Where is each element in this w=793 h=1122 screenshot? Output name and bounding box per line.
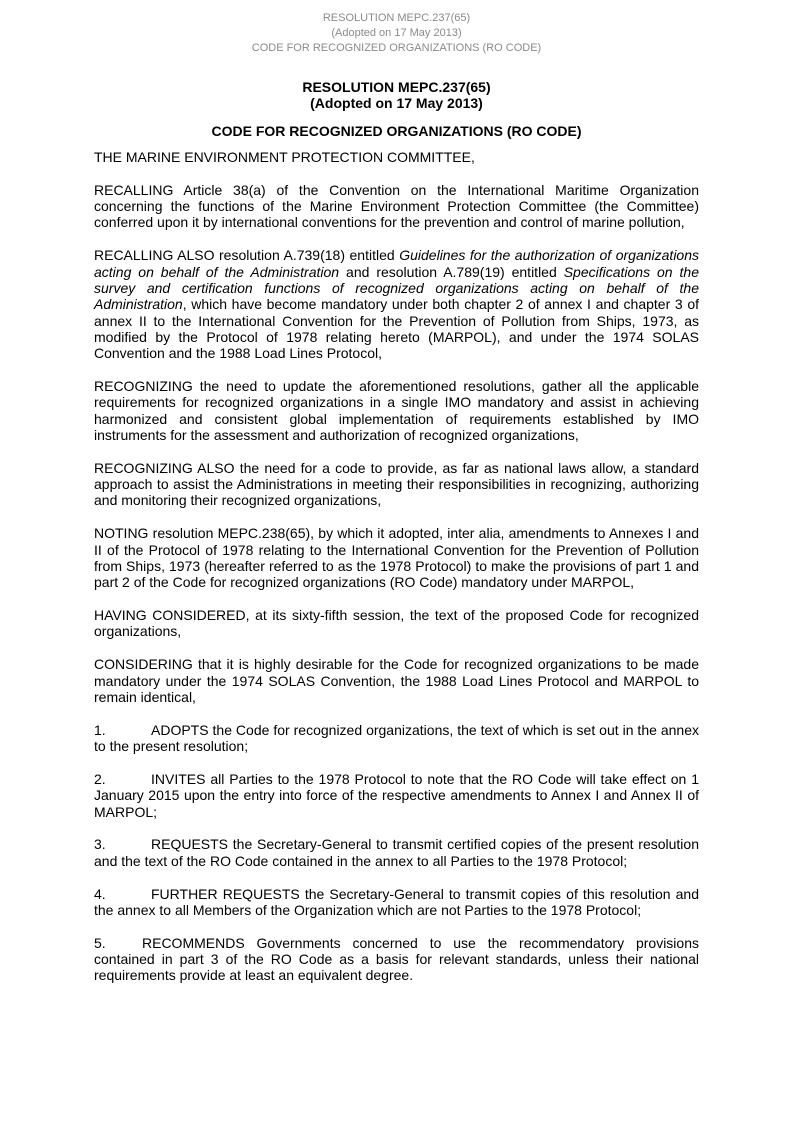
paragraph-number: 1. xyxy=(94,721,106,738)
paragraph-text: , which have become mandatory under both chapter 2 of annex I and chapter 3 of annex II to the International Convention for the Prevention of Pollution from Ships, 1973, as modified by the Protocol of 1978 relating hereto (MARPOL), and under the 1974 SOLAS Convention and the 1988 Load Lines Protocol, xyxy=(94,296,699,362)
paragraph-number: 4. xyxy=(94,885,106,902)
operative-paragraph xyxy=(94,836,699,869)
document-body xyxy=(94,149,699,1000)
paragraph-text: RECOGNIZING ALSO the need for a code to provide, as far as national laws allow, a standard approach to assist the Administrations in meeting their responsibilities in recognizing, authorizing and monitoring their recognized organizations, xyxy=(94,459,699,509)
preamble-paragraph xyxy=(94,182,699,231)
document-title-italic: Guidelines for the authorization of organizations acting on behalf of the Administration xyxy=(94,247,699,280)
document-title xyxy=(0,79,793,139)
paragraph-number: 5. xyxy=(94,934,106,951)
operative-paragraph xyxy=(94,722,699,755)
paragraph-text: RECALLING Article 38(a) of the Convention on the International Maritime Organization concerning the functions of the Marine Environment Protection Committee (the Committee) conferred upon it by international conventions for the prevention and control of marine pollution, xyxy=(94,181,699,231)
running-header-code: CODE FOR RECOGNIZED ORGANIZATIONS (RO CODE) xyxy=(251,42,542,54)
running-header-resolution: RESOLUTION MEPC.237(65) xyxy=(322,12,471,24)
paragraph-text: CONSIDERING that it is highly desirable for the Code for recognized organizations to be made mandatory under the 1974 SOLAS Convention, the 1988 Load Lines Protocol and MARPOL to remain identical, xyxy=(94,656,699,705)
paragraph-text: RECOGNIZING the need to update the aforementioned resolutions, gather all the applicable requirements for recognized organizations in a single IMO mandatory and assist in achieving harmonized and consistent global implementation of requirements established by IMO instruments for the assessment and authorization of recognized organizations, xyxy=(94,378,699,443)
paragraph-number: 2. xyxy=(94,770,106,787)
operative-paragraph xyxy=(94,886,699,919)
code-title: CODE FOR RECOGNIZED ORGANIZATIONS (RO CODE) xyxy=(211,123,582,139)
paragraph-text: HAVING CONSIDERED, at its sixty-fifth session, the text of the proposed Code for recognized organizations, xyxy=(94,607,699,640)
preamble-paragraph xyxy=(94,460,699,509)
committee-line: THE MARINE ENVIRONMENT PROTECTION COMMITTEE, xyxy=(94,149,475,165)
preamble-paragraph xyxy=(94,656,699,705)
operative-paragraph xyxy=(94,935,699,984)
document-title-italic: Specifications on the survey and certification functions of recognized organizations acting on behalf of the Administration xyxy=(94,263,699,313)
paragraph-text: NOTING resolution MEPC.238(65), by which it adopted, inter alia, amendments to Annexes I and II of the Protocol of 1978 relating to the International Convention for the Prevention of Pollution from Ships, 1973 (hereafter referred to as the 1978 Protocol) to make the provisions of part 1 and part 2 of the Code for recognized organizations (RO Code) mandatory under MARPOL, xyxy=(94,525,699,591)
preamble-paragraph xyxy=(94,525,699,590)
paragraph-text: REQUESTS the Secretary-General to transmit certified copies of the present resolution and the text of the RO Code contained in the annex to all Parties to the 1978 Protocol; xyxy=(94,836,699,869)
paragraph-number: 3. xyxy=(94,836,106,853)
running-header xyxy=(0,11,793,56)
adoption-date: (Adopted on 17 May 2013) xyxy=(310,95,483,111)
paragraph-text: and resolution A.789(19) entitled xyxy=(339,263,564,280)
preamble-paragraph xyxy=(94,378,699,443)
paragraph-text: INVITES all Parties to the 1978 Protocol to note that the RO Code will take effect on 1 January 2015 upon the entry into force of the respective amendments to Annex I and Annex II of MARPOL; xyxy=(94,770,699,820)
running-header-adopted: (Adopted on 17 May 2013) xyxy=(331,27,462,39)
paragraph-text: FURTHER REQUESTS the Secretary-General to transmit copies of this resolution and the annex to all Members of the Organization which are not Parties to the 1978 Protocol; xyxy=(94,885,699,918)
preamble-paragraph xyxy=(94,247,699,361)
paragraph-text: RECOMMENDS Governments concerned to use the recommendatory provisions contained in part 3 of the RO Code as a basis for relevant standards, unless their national requirements provide at least an equivalent degree. xyxy=(94,934,699,984)
paragraph-text: RECALLING ALSO resolution A.739(18) entitled xyxy=(94,247,400,264)
operative-paragraph xyxy=(94,771,699,820)
paragraph-text: ADOPTS the Code for recognized organizations, the text of which is set out in the annex to the present resolution; xyxy=(94,721,699,755)
preamble-paragraph xyxy=(94,607,699,640)
resolution-title: RESOLUTION MEPC.237(65) xyxy=(302,79,491,95)
